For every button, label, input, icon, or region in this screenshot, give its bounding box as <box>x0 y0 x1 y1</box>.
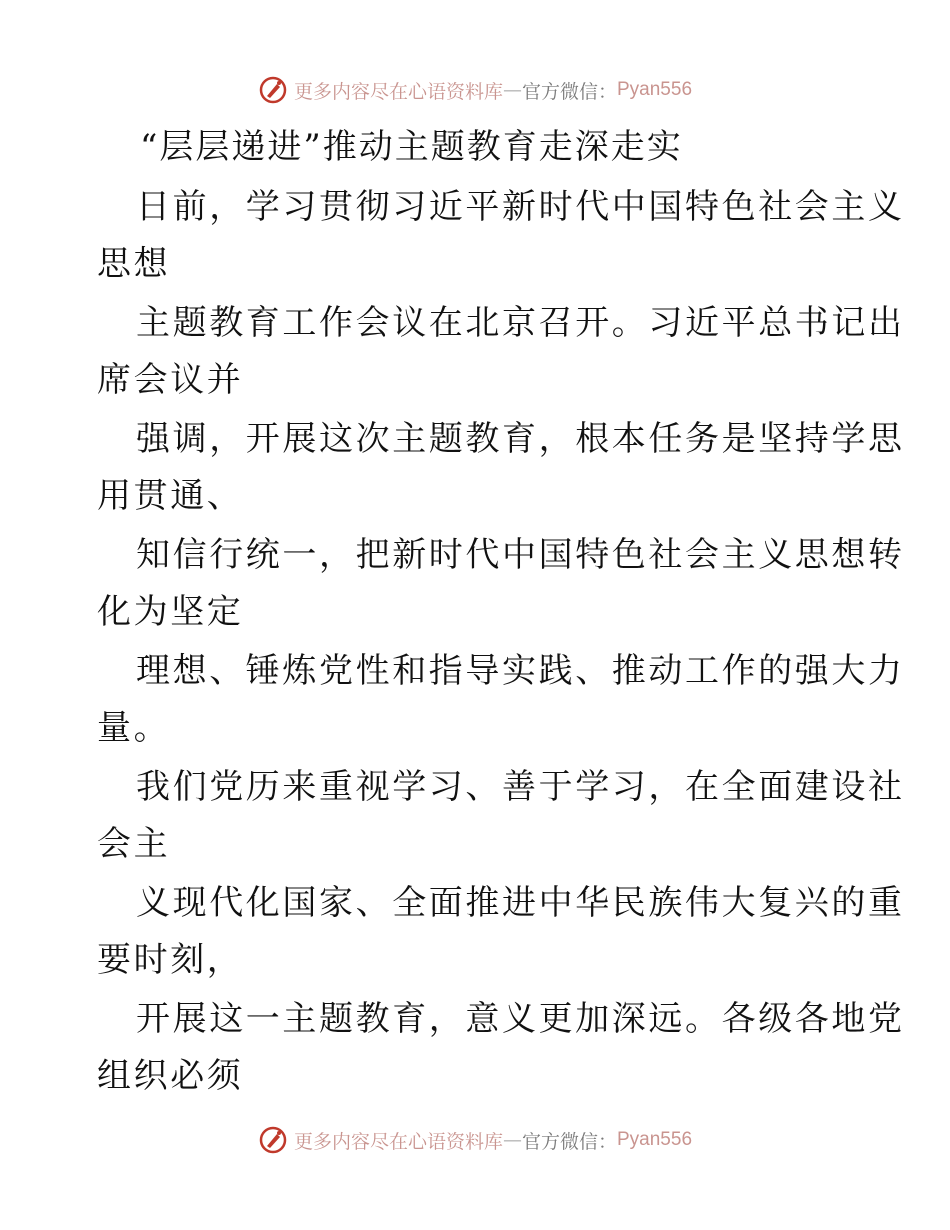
paragraph-line: 理想、锤炼党性和指导实践、推动工作的强大力 <box>136 651 905 691</box>
paragraph-line: 量。 <box>97 708 171 748</box>
pen-logo-icon <box>258 75 288 105</box>
paragraph-line: 开展这一主题教育，意义更加深远。各级各地党 <box>136 999 905 1039</box>
paragraph-line: 组织必须 <box>97 1056 244 1096</box>
document-title: “层层递进”推动主题教育走深走实 <box>140 127 683 167</box>
paragraph-line: 思想 <box>97 244 171 284</box>
pen-logo-icon <box>258 1125 288 1155</box>
paragraph-line: 日前，学习贯彻习近平新时代中国特色社会主义 <box>136 187 905 227</box>
paragraph-line: 要时刻， <box>97 940 244 980</box>
paragraph-line: 我们党历来重视学习、善于学习，在全面建设社 <box>136 767 905 807</box>
paragraph-line: 知信行统一，把新时代中国特色社会主义思想转 <box>136 535 905 575</box>
paragraph-line: 会主 <box>97 824 171 864</box>
watermark-label: 官方微信： <box>521 80 617 103</box>
watermark-separator: — <box>502 79 522 101</box>
paragraph-line: 义现代化国家、全面推进中华民族伟大复兴的重 <box>136 883 905 923</box>
paragraph-line: 主题教育工作会议在北京召开。习近平总书记出 <box>136 303 905 343</box>
watermark-id: Pyan556 <box>617 79 693 100</box>
watermark-separator: — <box>502 1129 522 1151</box>
footer-watermark <box>0 1120 950 1160</box>
watermark-brand: 更多内容尽在心语资料库 <box>293 80 503 103</box>
paragraph-line: 化为坚定 <box>97 592 244 632</box>
paragraph-line: 用贯通、 <box>97 476 244 516</box>
watermark-id: Pyan556 <box>617 1129 693 1150</box>
paragraph-line: 强调，开展这次主题教育，根本任务是坚持学思 <box>136 419 905 459</box>
header-watermark <box>0 70 950 110</box>
paragraph-line: 席会议并 <box>97 360 244 400</box>
watermark-brand: 更多内容尽在心语资料库 <box>293 1130 503 1153</box>
watermark-label: 官方微信： <box>521 1130 617 1153</box>
